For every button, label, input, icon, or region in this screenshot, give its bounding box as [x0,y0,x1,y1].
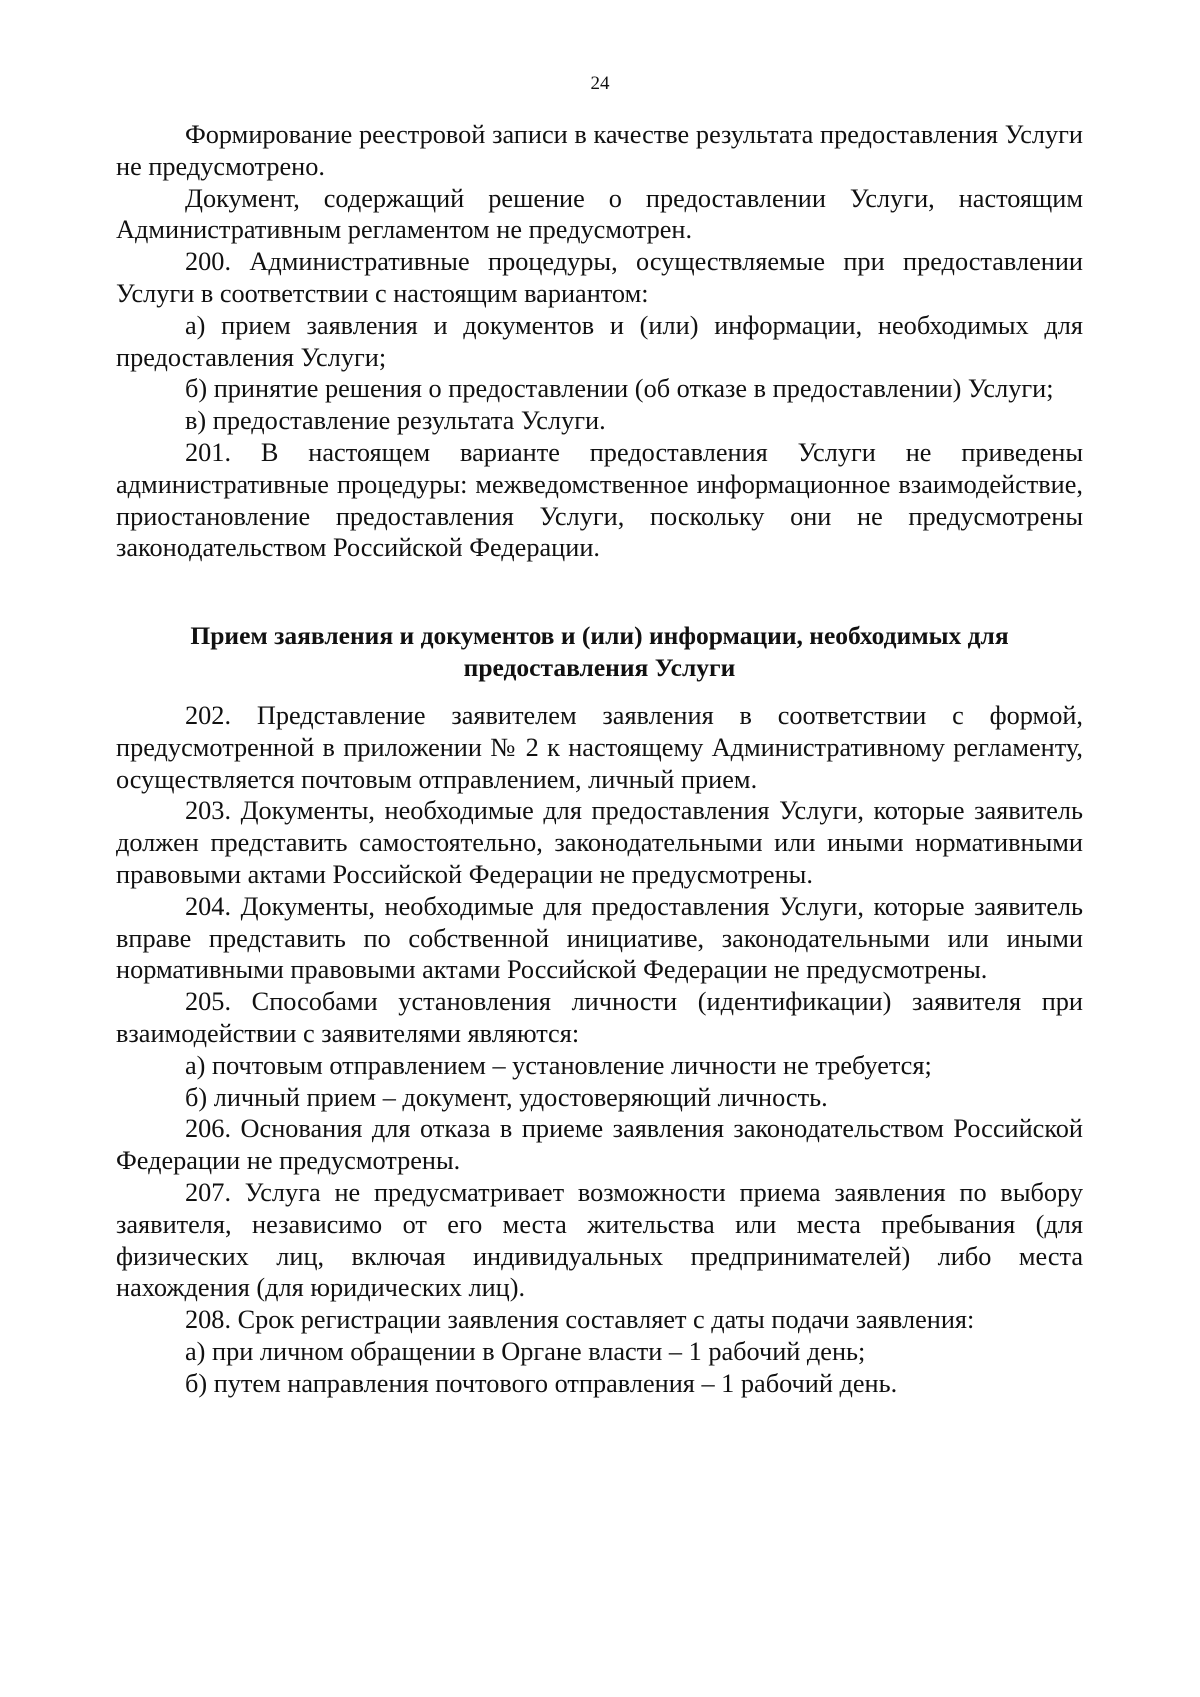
list-item: а) почтовым отправлением – установление личности не требуется; [185,1050,932,1080]
paragraph: 203. Документы, необходимые для предоставления Услуги, которые заявитель должен представить самостоятельно, законодательными или иными нормативными правовыми актами Российской Федерации не предусмотрены. [116,796,1083,889]
paragraph: 201. В настоящем варианте предоставления Услуги не приведены административные процедуры: межведомственное информационное взаимодействие, приостановление предоставления Услуги, поскольку они не предусмотрены законодательством Российской Федерации. [116,437,1083,563]
paragraph: 205. Способами установления личности (идентификации) заявителя при взаимодействии с заявителями являются: [116,987,1083,1048]
paragraph: 206. Основания для отказа в приеме заявления законодательством Российской Федерации не предусмотрены. [116,1114,1083,1176]
section-results-procedures [116,119,1083,564]
section-heading [116,620,1083,683]
paragraph: 202. Представление заявителем заявления в соответствии с формой, предусмотренной в приложении № 2 к настоящему Административному регламенту, осуществляется почтовым отправлением, личный прием. [116,701,1083,794]
list-item: а) прием заявления и документов и (или) информации, необходимых для предоставления Услуги; [116,310,1083,372]
paragraph: Формирование реестровой записи в качестве результата предоставления Услуги не предусмотрено. [116,120,1083,181]
list-item: б) принятие решения о предоставлении (об отказе в предоставлении) Услуги; [185,374,1054,404]
list-item: б) личный прием – документ, удостоверяющий личность. [185,1082,828,1112]
page-number: 24 [590,73,610,94]
paragraph: 204. Документы, необходимые для предоставления Услуги, которые заявитель вправе представить по собственной инициативе, законодательными или иными нормативными правовыми актами Российской Федерации не предусмотрены. [116,891,1083,985]
section-application-intake [116,700,1083,1400]
paragraph: 207. Услуга не предусматривает возможности приема заявления по выбору заявителя, независимо от его места жительства или места пребывания (для физических лиц, включая индивидуальных предпринимателей) либо места нахождения (для юридических лиц). [116,1177,1083,1303]
paragraph: 208. Срок регистрации заявления составляет с даты подачи заявления: [185,1305,975,1335]
list-item: б) путем направления почтового отправления – 1 рабочий день. [185,1368,898,1398]
list-item: а) при личном обращении в Органе власти – 1 рабочий день; [185,1336,866,1366]
section-heading-line: Прием заявления и документов и (или) информации, необходимых для [190,621,1009,650]
paragraph: 200. Административные процедуры, осуществляемые при предоставлении Услуги в соответствии с настоящим вариантом: [116,247,1083,308]
list-item: в) предоставление результата Услуги. [185,406,606,436]
paragraph: Документ, содержащий решение о предоставлении Услуги, настоящим Административным регламентом не предусмотрен. [116,183,1083,245]
section-heading-line: предоставления Услуги [463,652,736,682]
